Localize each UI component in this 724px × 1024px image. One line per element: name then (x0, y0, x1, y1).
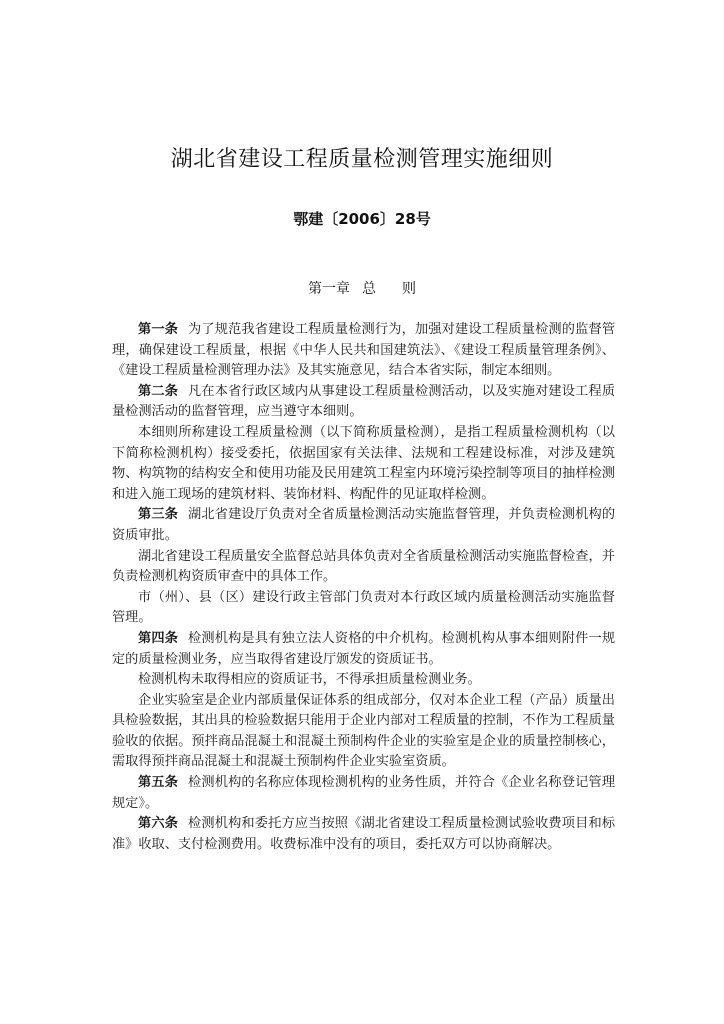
paragraph-text: 企业实验室是企业内部质量保证体系的组成部分，仅对本企业工程（产品）质量出具检验数据，其出具的检验数据只能用于企业内部对工程质量的控制，不作为工程质量验收的依据。预拌商品混凝土和混凝土预制构件企业的实验室是企业的质量控制核心，需取得预拌商品混凝土和混凝土预制构件企业实验室资质。 (112, 692, 615, 770)
chapter-name-part2: 则 (402, 281, 416, 297)
article-label: 第五条 (138, 775, 179, 791)
paragraph-text: 凡在本省行政区域内从事建设工程质量检测活动，以及实施对建设工程质量检测活动的监督管理，应当遵守本细则。 (112, 383, 616, 420)
paragraph-article-4-cont-1 (112, 670, 615, 691)
paragraph-text: 湖北省建设厅负责对全省质量检测活动实施监督管理，并负责检测机构的资质审批。 (112, 507, 616, 543)
chapter-number: 第一章 (308, 281, 350, 297)
paragraph-article-4-cont-2 (112, 691, 615, 773)
document-title: 湖北省建设工程质量检测管理实施细则 (170, 147, 554, 172)
paragraph-text: 湖北省建设工程质量安全监督总站具体负责对全省质量检测活动实施监督检查，并负责检测机构资质审查中的具体工作。 (112, 548, 615, 585)
paragraph-text: 市（州）、县（区）建设行政主管部门负责对本行政区域内质量检测活动实施监督管理。 (112, 589, 615, 626)
paragraph-article-3-cont-1 (112, 547, 615, 588)
paragraph-article-1 (112, 320, 615, 382)
paragraph-article-2-cont (112, 423, 615, 505)
paragraph-article-5 (112, 773, 615, 814)
paragraph-article-4 (112, 629, 615, 670)
chapter-name-part1: 总 (362, 281, 376, 297)
paragraph-article-3-cont-2 (112, 588, 615, 629)
article-label: 第六条 (138, 816, 179, 832)
paragraph-article-6 (112, 814, 615, 855)
paragraph-text: 检测机构的名称应体现检测机构的业务性质，并符合《企业名称登记管理规定》。 (112, 775, 616, 811)
paragraph-text: 检测机构是具有独立法人资格的中介机构。检测机构从事本细则附件一规定的质量检测业务，应当取得省建设厅颁发的资质证书。 (112, 630, 616, 667)
article-label: 第一条 (138, 322, 179, 337)
paragraph-text: 为了规范我省建设工程质量检测行为，加强对建设工程质量检测的监督管理，确保建设工程质量，根据《中华人民共和国建筑法》、《建设工程质量管理条例》、《建设工程质量检测管理办法》及其实施意见，结合本省实际，制定本细则。 (112, 322, 616, 379)
chapter-heading (0, 278, 724, 298)
document-body (112, 320, 615, 855)
article-label: 第四条 (138, 630, 179, 646)
document-number: 鄂建〔2006〕28号 (293, 210, 431, 228)
article-label: 第三条 (138, 507, 179, 523)
paragraph-text: 检测机构未取得相应的资质证书，不得承担质量检测业务。 (138, 672, 481, 688)
paragraph-article-3 (112, 505, 615, 546)
paragraph-text: 检测机构和委托方应当按照《湖北省建设工程质量检测试验收费项目和标准》收取、支付检测费用。收费标准中没有的项目，委托双方可以协商解决。 (112, 816, 616, 852)
paragraph-article-2 (112, 382, 615, 423)
paragraph-text: 本细则所称建设工程质量检测（以下简称质量检测），是指工程质量检测机构（以下简称检测机构）接受委托，依据国家有关法律、法规和工程建设标准，对涉及建筑物、构筑物的结构安全和使用功能及民用建筑工程室内环境污染控制等项目的抽样检测和进入施工现场的建筑材料、装饰材料、构配件的见证取样检测。 (112, 424, 615, 502)
article-label: 第二条 (138, 383, 179, 399)
